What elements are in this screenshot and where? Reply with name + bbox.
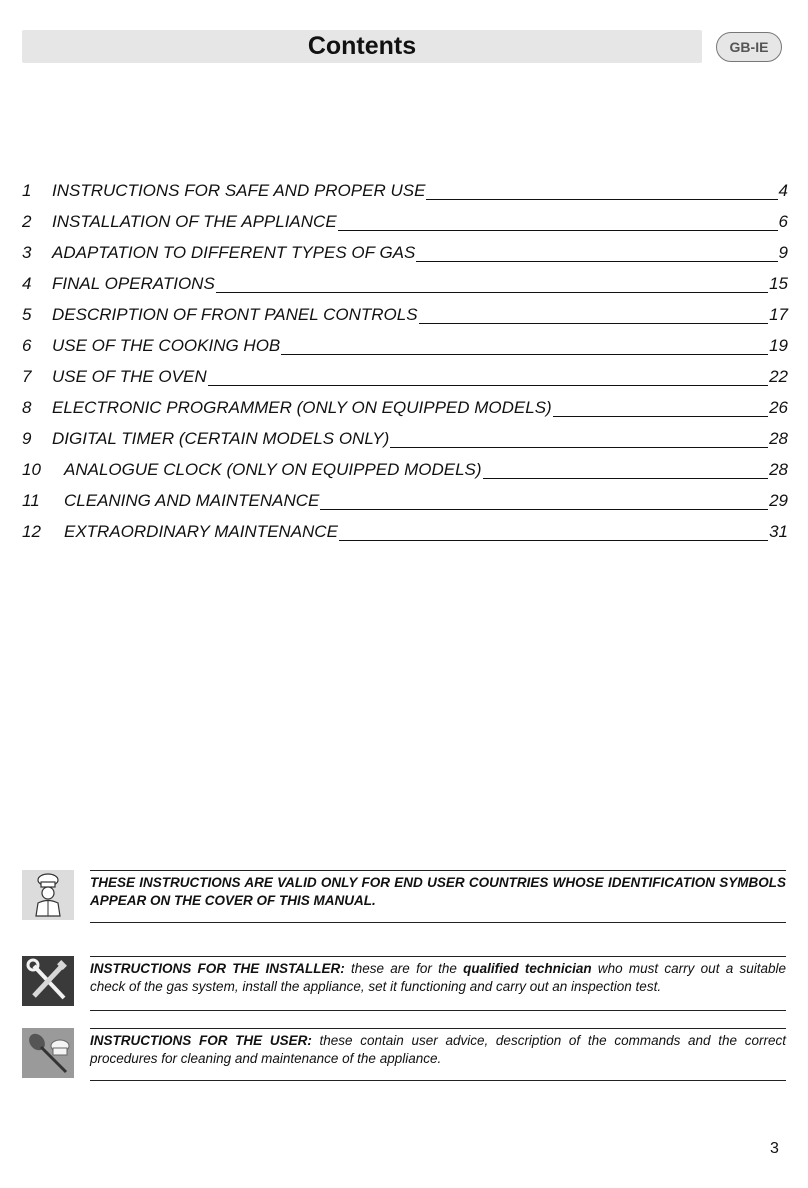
- toc-label: ANALOGUE CLOCK (ONLY ON EQUIPPED MODELS): [64, 459, 482, 479]
- toc-page: 28: [769, 459, 788, 479]
- toc-number: 3: [22, 242, 32, 262]
- note-countries: [22, 870, 786, 926]
- note-user: [22, 1028, 786, 1082]
- page-number: 3: [770, 1140, 779, 1157]
- toc-label: ELECTRONIC PROGRAMMER (ONLY ON EQUIPPED MODELS): [52, 397, 552, 417]
- toc-leader: [483, 464, 769, 479]
- toc-label: INSTRUCTIONS FOR SAFE AND PROPER USE: [52, 180, 426, 200]
- toc-leader: [416, 247, 777, 262]
- toc-row[interactable]: [22, 299, 788, 330]
- toc-row[interactable]: [22, 361, 788, 392]
- toc-label: FINAL OPERATIONS: [52, 273, 215, 293]
- toc-number: 10: [22, 459, 41, 479]
- toc-row[interactable]: [22, 206, 788, 237]
- title-bar: [22, 30, 702, 63]
- toc-number: 7: [22, 366, 32, 386]
- toc-page: 31: [769, 521, 788, 541]
- toc-number: 1: [22, 180, 32, 200]
- toc-label: USE OF THE OVEN: [52, 366, 207, 386]
- toc-leader: [419, 309, 769, 324]
- toc-label: EXTRAORDINARY MAINTENANCE: [64, 521, 338, 541]
- toc-page: 26: [769, 397, 788, 417]
- toc-number: 9: [22, 428, 32, 448]
- toc-page: 6: [778, 211, 788, 231]
- toc-row[interactable]: [22, 454, 788, 485]
- toc-label: ADAPTATION TO DIFFERENT TYPES OF GAS: [52, 242, 416, 262]
- toc-label: DESCRIPTION OF FRONT PANEL CONTROLS: [52, 304, 418, 324]
- toc-label: CLEANING AND MAINTENANCE: [64, 490, 320, 510]
- toc-leader: [208, 371, 768, 386]
- toc-row[interactable]: [22, 485, 788, 516]
- note-countries-text: THESE INSTRUCTIONS ARE VALID ONLY FOR END USER COUNTRIES WHOSE IDENTIFICATION SYMBOLS APPEAR ON THE COVER OF THIS MANUAL.: [90, 875, 786, 908]
- installer-lead: INSTRUCTIONS FOR THE INSTALLER:: [90, 961, 345, 976]
- toc-label: DIGITAL TIMER (CERTAIN MODELS ONLY): [52, 428, 390, 448]
- toc-leader: [338, 216, 778, 231]
- toc-leader: [339, 526, 768, 541]
- toc-number: 4: [22, 273, 32, 293]
- toc-page: 4: [778, 180, 788, 200]
- toc-label: USE OF THE COOKING HOB: [52, 335, 281, 355]
- toc-leader: [553, 402, 768, 417]
- installer-bold: qualified technician: [463, 961, 592, 976]
- toc-row[interactable]: [22, 237, 788, 268]
- toc-page: 17: [769, 304, 788, 324]
- user-lead: INSTRUCTIONS FOR THE USER:: [90, 1033, 312, 1048]
- toc-row[interactable]: [22, 516, 788, 547]
- toc-row[interactable]: [22, 175, 788, 206]
- toc-leader: [216, 278, 768, 293]
- toc-page: 28: [769, 428, 788, 448]
- toc-page: 22: [769, 366, 788, 386]
- toc-page: 29: [769, 490, 788, 510]
- toc-number: 11: [22, 490, 40, 510]
- toc-page: 19: [769, 335, 788, 355]
- toc-leader: [426, 185, 777, 200]
- toc-number: 8: [22, 397, 32, 417]
- toc-leader: [320, 495, 768, 510]
- toc-row[interactable]: [22, 268, 788, 299]
- user-rest: these contain user advice, description of the commands and the correct procedures for cleaning and maintenance of the appliance.: [90, 1033, 786, 1066]
- toc-number: 2: [22, 211, 32, 231]
- toc-row[interactable]: [22, 330, 788, 361]
- installer-pre: these are for the: [344, 961, 464, 976]
- toc-number: 6: [22, 335, 32, 355]
- toc-leader: [281, 340, 768, 355]
- toc-row[interactable]: [22, 392, 788, 423]
- toc-label: INSTALLATION OF THE APPLIANCE: [52, 211, 337, 231]
- note-user-text: [90, 1032, 786, 1068]
- table-of-contents: [22, 175, 788, 547]
- page-title: Contents: [307, 32, 417, 60]
- toc-page: 15: [769, 273, 788, 293]
- installer-post: who must carry out a suitable check of the gas system, install the appliance, set it functioning and carry out an inspection test.: [90, 961, 786, 994]
- toc-page: 9: [778, 242, 788, 262]
- toc-leader: [390, 433, 768, 448]
- spoon-icon: [22, 1028, 74, 1078]
- chef-icon: [22, 870, 74, 920]
- tools-icon: [22, 956, 74, 1006]
- note-installer-text: [90, 960, 786, 996]
- toc-number: 12: [22, 521, 41, 541]
- toc-number: 5: [22, 304, 32, 324]
- country-badge: GB-IE: [716, 32, 782, 62]
- toc-row[interactable]: [22, 423, 788, 454]
- note-installer: [22, 956, 786, 1012]
